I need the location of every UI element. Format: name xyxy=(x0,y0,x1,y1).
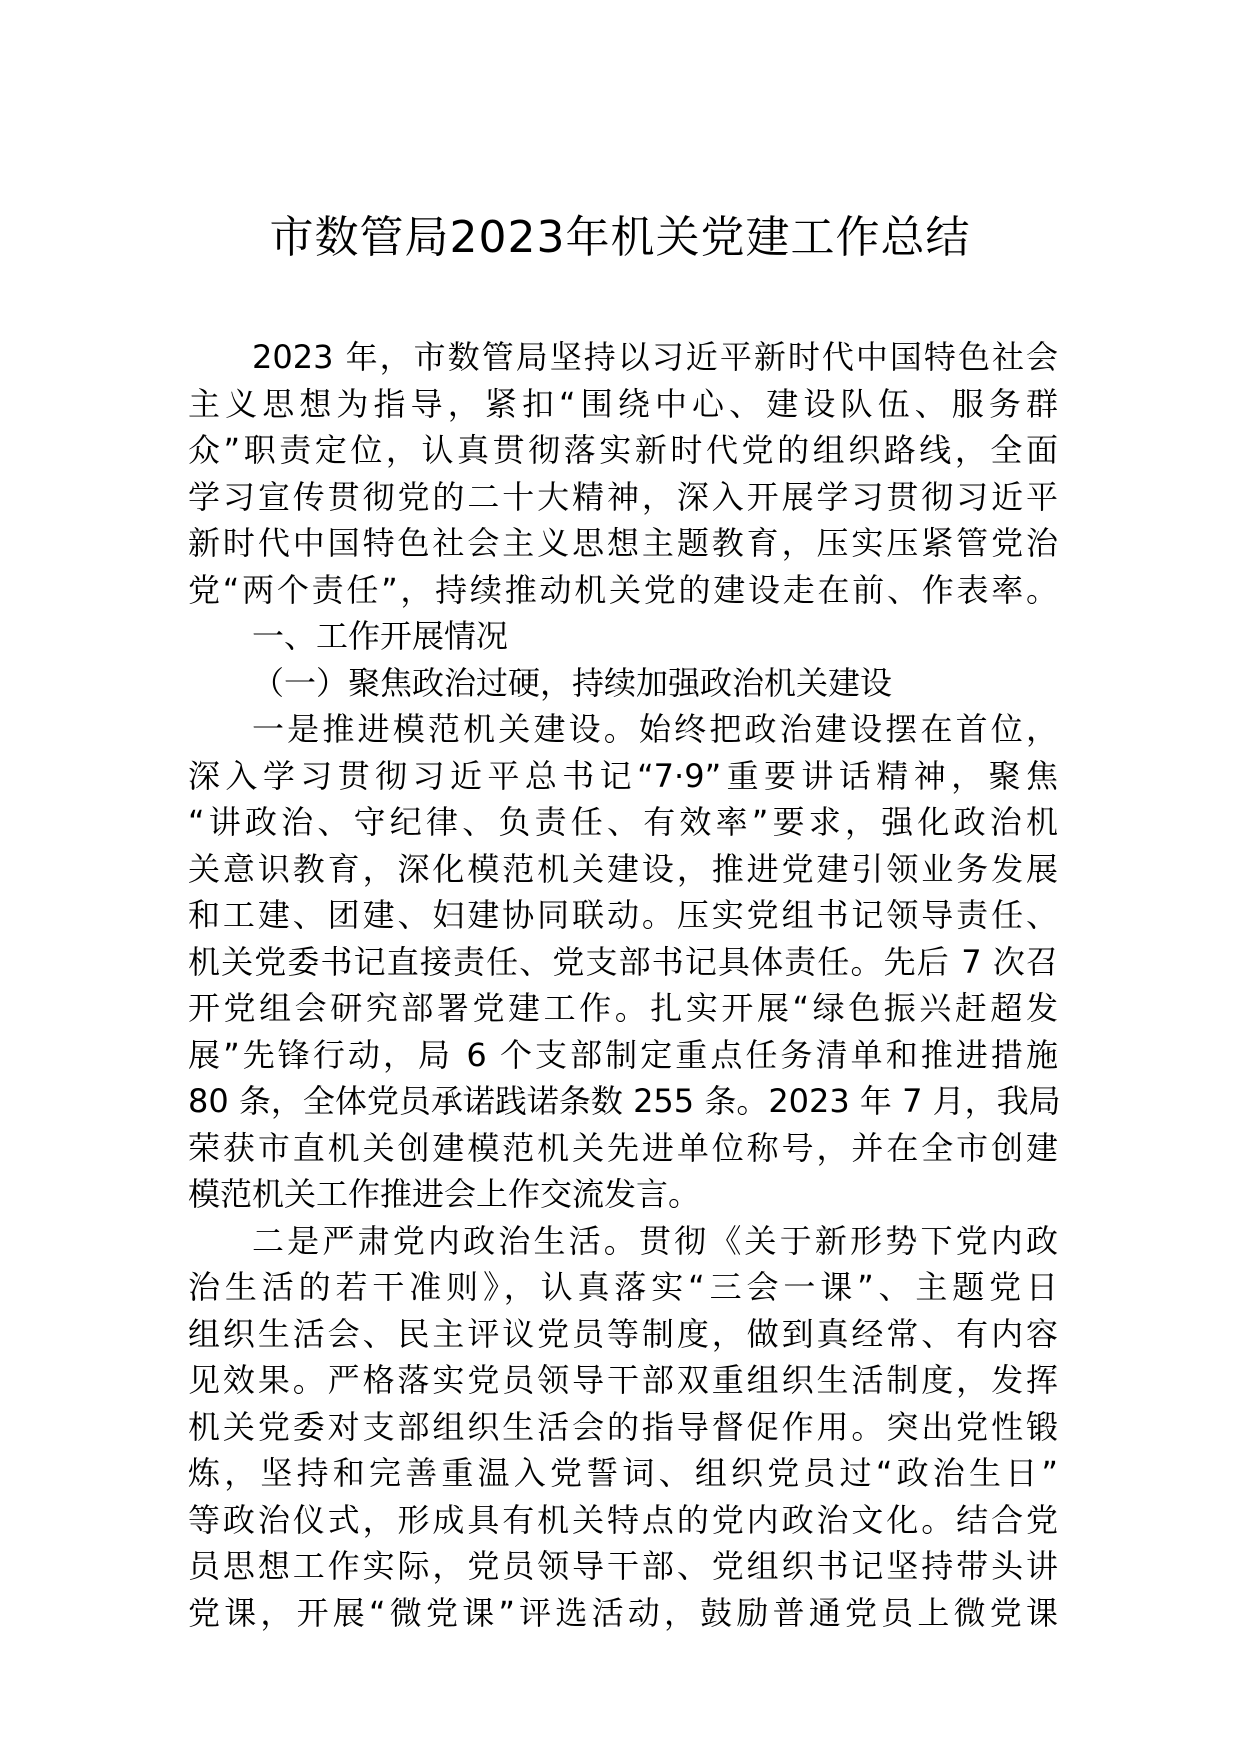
paragraph-line: 二是严肃党内政治生活。贯彻《关于新形势下党内政 xyxy=(252,1221,1058,1260)
paragraph-line: 党课，开展“微党课”评选活动，鼓励普通党员上微党课 xyxy=(188,1593,1058,1632)
paragraph-line: 主义思想为指导，紧扣“围绕中心、建设队伍、服务群 xyxy=(188,384,1058,423)
paragraph-line: 模范机关工作推进会上作交流发言。 xyxy=(188,1175,701,1213)
section-heading: 一、工作开展情况 xyxy=(252,617,509,655)
paragraph-line: “讲政治、守纪律、负责任、有效率”要求，强化政治机 xyxy=(188,803,1058,841)
document-body xyxy=(188,334,1061,1636)
paragraph-line: 开党组会研究部署党建工作。扎实开展“绿色振兴赶超发 xyxy=(188,989,1058,1027)
document-title: 市数管局2023年机关党建工作总结 xyxy=(269,212,971,263)
paragraph-line: 80 条，全体党员承诺践诺条数 255 条。2023 年 7 月，我局 xyxy=(188,1082,1061,1120)
paragraph-line: 机关党委对支部组织生活会的指导督促作用。突出党性锻 xyxy=(188,1407,1058,1446)
paragraph-line: 见效果。严格落实党员领导干部双重组织生活制度，发挥 xyxy=(188,1361,1058,1399)
paragraph-line: 党“两个责任”，持续推动机关党的建设走在前、作表率。 xyxy=(188,570,1058,609)
paragraph-line: 和工建、团建、妇建协同联动。压实党组书记领导责任、 xyxy=(188,896,1058,934)
subsection-heading: （一）聚焦政治过硬，持续加强政治机关建设 xyxy=(252,663,893,702)
paragraph-line: 展”先锋行动，局 6 个支部制定重点任务清单和推进措施 xyxy=(188,1035,1058,1074)
paragraph-line: 关意识教育，深化模范机关建设，推进党建引领业务发展 xyxy=(188,849,1058,888)
paragraph-line: 治生活的若干准则》，认真落实“三会一课”、主题党日 xyxy=(188,1268,1058,1306)
paragraph-line: 炼，坚持和完善重温入党誓词、组织党员过“政治生日” xyxy=(188,1454,1058,1492)
paragraph-line: 深入学习贯彻习近平总书记“7·9”重要讲话精神，聚焦 xyxy=(188,756,1058,795)
paragraph-line: 组织生活会、民主评议党员等制度，做到真经常、有内容 xyxy=(188,1314,1058,1353)
paragraph-line: 等政治仪式，形成具有机关特点的党内政治文化。结合党 xyxy=(188,1500,1058,1539)
paragraph-line: 2023 年，市数管局坚持以习近平新时代中国特色社会 xyxy=(252,338,1058,376)
paragraph-line: 学习宣传贯彻党的二十大精神，深入开展学习贯彻习近平 xyxy=(188,477,1058,516)
paragraph-line: 一是推进模范机关建设。始终把政治建设摆在首位， xyxy=(252,710,1058,748)
paragraph-line: 荣获市直机关创建模范机关先进单位称号，并在全市创建 xyxy=(188,1128,1058,1167)
paragraph-line: 新时代中国特色社会主义思想主题教育，压实压紧管党治 xyxy=(188,524,1058,562)
paragraph-line: 众”职责定位，认真贯彻落实新时代党的组织路线，全面 xyxy=(188,431,1058,469)
paragraph-line: 机关党委书记直接责任、党支部书记具体责任。先后 7 次召 xyxy=(188,942,1058,981)
paragraph-line: 员思想工作实际，党员领导干部、党组织书记坚持带头讲 xyxy=(188,1547,1058,1585)
